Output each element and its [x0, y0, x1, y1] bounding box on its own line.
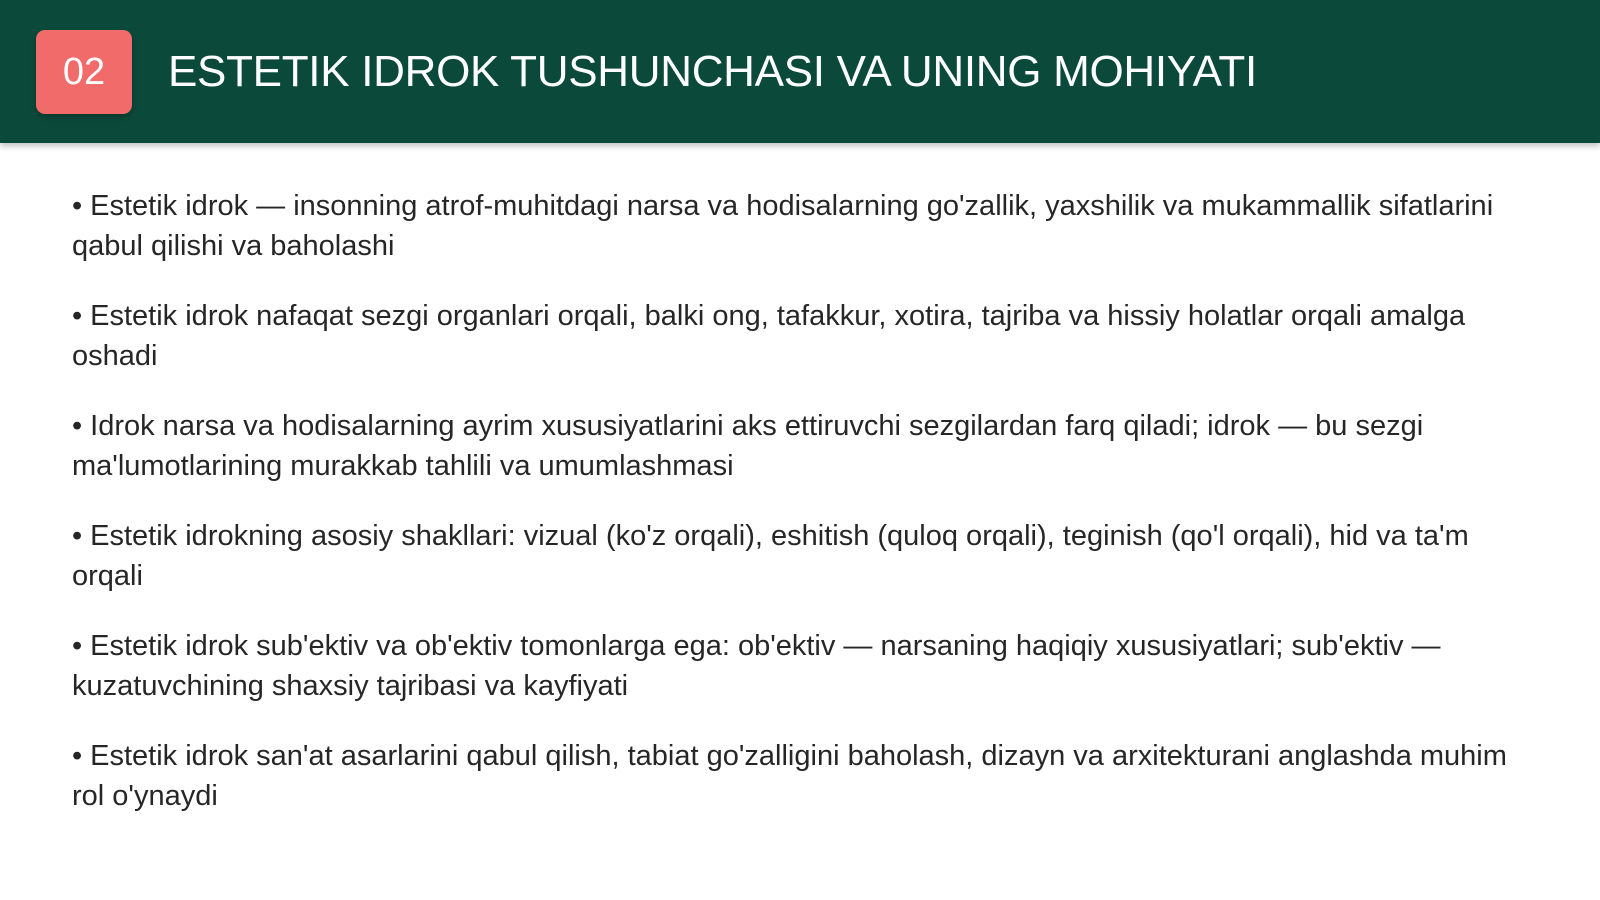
bullet-item — [72, 626, 1532, 706]
bullet-item — [72, 516, 1532, 596]
bullet-dot: • — [72, 740, 83, 772]
bullet-text: Estetik idrokning asosiy shakllari: vizual (ko'z orqali), eshitish (quloq orqali), teginish (qo'l orqali), hid va ta'm orqali — [72, 520, 1469, 592]
slide-header — [0, 0, 1600, 143]
slide-title: ESTETIK IDROK TUSHUNCHASI VA UNING MOHIYATI — [168, 47, 1257, 96]
bullet-dot: • — [72, 630, 83, 662]
bullet-dot: • — [72, 520, 83, 552]
bullet-text: Estetik idrok san'at asarlarini qabul qilish, tabiat go'zalligini baholash, dizayn va arxitekturani anglashda muhim rol o'ynaydi — [72, 740, 1507, 812]
bullet-text: Idrok narsa va hodisalarning ayrim xususiyatlarini aks ettiruvchi sezgilardan farq qiladi; idrok — bu sezgi ma'lumotlarining murakkab tahlili va umumlashmasi — [72, 410, 1424, 482]
bullet-text: Estetik idrok nafaqat sezgi organlari orqali, balki ong, tafakkur, xotira, tajriba va hissiy holatlar orqali amalga oshadi — [72, 300, 1466, 372]
slide-number-badge: 02 — [36, 30, 132, 114]
bullet-dot: • — [72, 190, 83, 222]
bullet-item — [72, 736, 1532, 816]
bullet-item — [72, 186, 1532, 266]
bullet-dot: • — [72, 410, 83, 442]
bullet-dot: • — [72, 300, 83, 332]
bullet-list — [72, 186, 1532, 846]
bullet-item — [72, 296, 1532, 376]
bullet-text: Estetik idrok — insonning atrof-muhitdagi narsa va hodisalarning go'zallik, yaxshilik va mukammallik sifatlarini qabul qilishi va baholashi — [72, 190, 1494, 262]
bullet-item — [72, 406, 1532, 486]
bullet-text: Estetik idrok sub'ektiv va ob'ektiv tomonlarga ega: ob'ektiv — narsaning haqiqiy xususiyatlari; sub'ektiv — kuzatuvchining shaxsiy tajribasi va kayfiyati — [72, 630, 1441, 702]
